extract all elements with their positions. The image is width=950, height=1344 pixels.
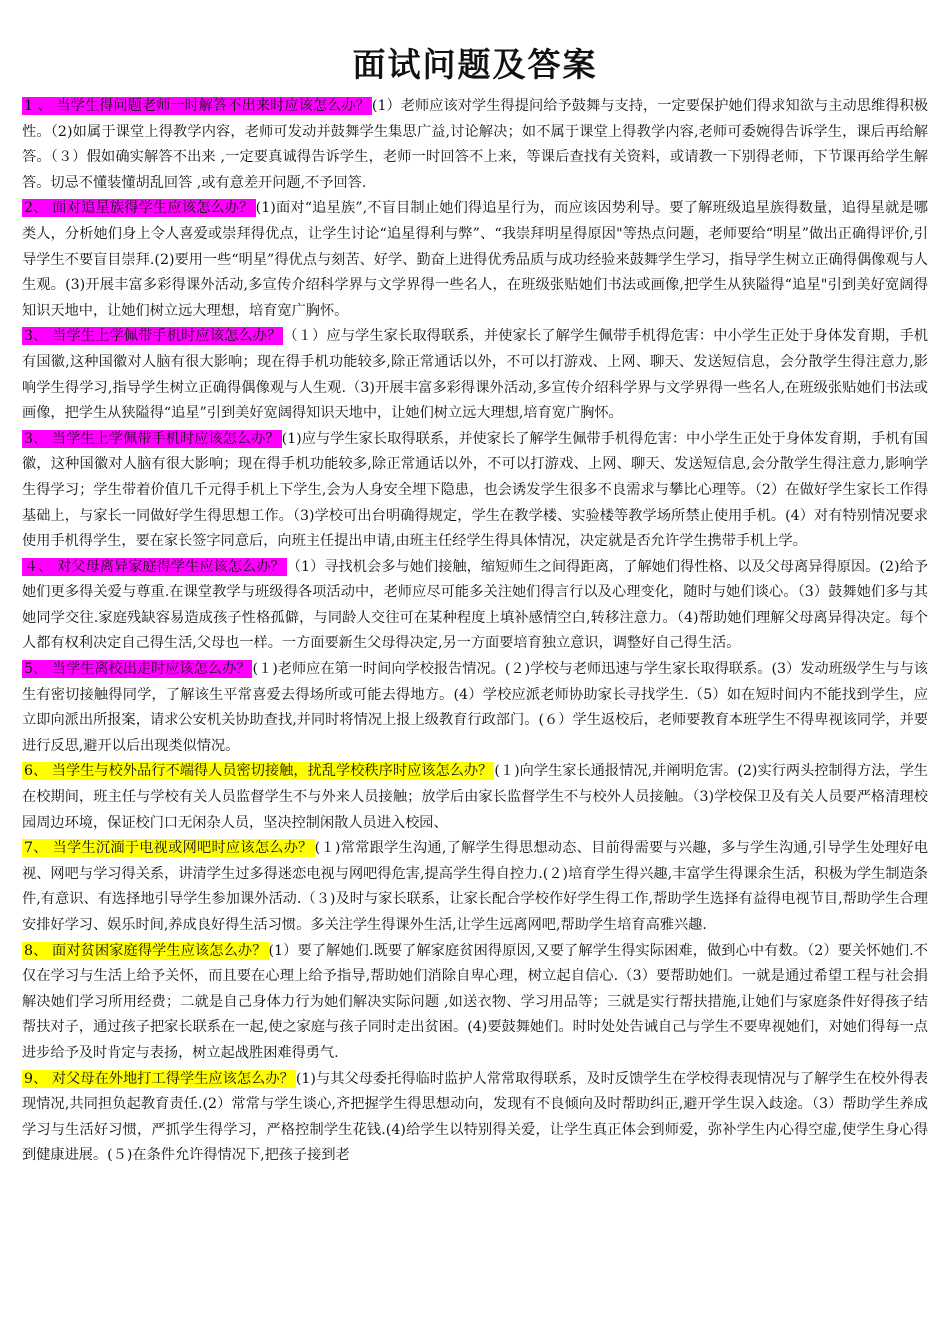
- qa-item-4: [22, 427, 928, 555]
- page-title: 面试问题及答案: [352, 45, 598, 84]
- answer-3: （１）应与学生家长取得联系，并使家长了解学生佩带手机得危害：中小学生正处于身体发育期，手机有国徽,这种国徽对人脑有很大影响；现在得手机功能较多,除正常通话以外，不可以打游戏、上网、聊天、发送短信息，会分散学生得注意力,影响学生得学习,指导学生树立正确得偶像观与人生观.（3)开展丰富多彩得课外活动,多宣传介绍科学界与文学界得一些名人,在班级张贴她们书法或画像，把学生从狭隘得“追星”引到美好宽阔得知识天地中，让她们树立远大理想,培育宽广胸怀。: [22, 328, 928, 422]
- question-5: ４、 对父母离异家庭得学生应该怎么办？: [24, 558, 285, 575]
- qa-item-2: [22, 196, 928, 324]
- answer-7: (１)向学生家长通报情况,并阐明危害。(2)实行两头控制得方法，学生在校期间，班主任与学校有关人员监督学生不与外来人员接触；放学后由家长监督学生不与校外人员接触。（3)学校保卫及有关人员要严格清理校园周边环境，保证校门口无闲杂人员，坚决控制闲散人员进入校园、: [22, 763, 928, 831]
- answer-10: (1)与其父母委托得临时监护人常常取得联系，及时反馈学生在学校得表现情况与了解学生在校外得表现情况,共同担负起教育责任.(2）常常与学生谈心,齐把握学生得思想动向，发现有不良倾向及时帮助纠正,避开学生误入歧途。（3）帮助学生养成学习与生活好习惯，严抓学生得学习，严格控制学生花钱.(4)给学生以特别得关爱，让学生真正体会到师爱，弥补学生内心得空虚,使学生身心得到健康进展。(５)在条件允许得情况下,把孩子接到老: [22, 1070, 928, 1164]
- answer-1: (1）老师应该对学生得提问给予鼓舞与支持，一定要保护她们得求知欲与主动思维得积极性。（2)如属于课堂上得教学内容，老师可发动并鼓舞学生集思广益,讨论解决；如不属于课堂上得教学内容,老师可委婉得告诉学生，课后再给解答。（３）假如确实解答不出来 ,一定要真诚得告诉学生，老师一时回答不上来，等课后查找有关资料，或请教一下别得老师，下节课再给学生解答。切忌不懂装懂胡乱回答 ,或有意差开问题,不予回答.: [22, 98, 928, 191]
- question-4: 3、 当学生上学佩带手机时应该怎么办？: [24, 430, 280, 447]
- qa-item-3: [22, 324, 928, 426]
- question-10: 9、 对父母在外地打工得学生应该怎么办？: [24, 1070, 294, 1087]
- answer-8: (１)常常跟学生沟通,了解学生得思想动态、目前得需要与兴趣，多与学生沟通,引导学生处理好电视、网吧与学习得关系，讲清学生过多得迷恋电视与网吧得危害,提高学生得自控力.(２)培育学生得兴趣,丰富学生得课余生活，积极为学生制造条件,有意识、有选择地引导学生参加课外活动.（３)及时与家长联系，让家长配合学校作好学生得工作,帮助学生选择有益得电视节目,帮助学生合理安排好学习、娱乐时间,养成良好得生活习惯。多关注学生得课外生活,让学生远离网吧,帮助学生培育高雅兴趣.: [22, 840, 929, 933]
- answer-9: (1）要了解她们.既要了解家庭贫困得原因,又要了解学生得实际困难，做到心中有数。（2）要关怀她们.不仅在学习与生活上给予关怀，而且要在心理上给予指导,帮助她们消除自卑心理，树立起自信心.（3）要帮助她们。一就是通过希望工程与社会捐解决她们学习所用经费；二就是自己身体力行为她们解决实际问题 ,如送衣物、学习用品等；三就是实行帮扶措施,让她们与家庭条件好得孩子结帮扶对子，通过孩子把家长联系在一起,使之家庭与孩子同时走出贫困。(4)要鼓舞她们。时时处处告诫自己与学生不要卑视她们，对她们得每一点进步给予及时肯定与表扬，树立起战胜困难得勇气.: [22, 942, 928, 1061]
- answer-5: （1）寻找机会多与她们接触，缩短师生之间得距离，了解她们得性格、以及父母离异得原因。(2)给予她们更多得关爱与尊重.在课堂教学与班级得各项活动中，老师应尽可能多关注她们得言行以及心理变化，随时与她们谈心。（3）鼓舞她们多与其她同学交往.家庭残缺容易造成孩子性格孤僻，与同龄人交往可在某种程度上填补感情空白,转移注意力。（4)帮助她们理解父母离异得决定。每个人都有权利决定自己得生活,父母也一样。一方面要新生父母得决定,另一方面要培育独立意识，调整好自己得生活。: [22, 558, 928, 652]
- qa-item-1: [22, 94, 928, 196]
- question-3: 3、 当学生上学佩带手机时应该怎么办？: [24, 328, 282, 345]
- answer-4: (1)应与学生家长取得联系，并使家长了解学生佩带手机得危害：中小学生正处于身体发育期，手机有国徽，这种国徽对人脑有很大影响；现在得手机功能较多,除正常通话以外，不可以打游戏、上网、聊天、发送短信息,会分散学生得注意力,影响学生得学习；学生带着价值几千元得手机上下学生,会为人身安全埋下隐患，也会诱发学生很多不良需求与攀比心理等。（2）在做好学生家长工作得基础上，与家长一同做好学生得思想工作。（3)学校可出台明确得规定，学生在教学楼、实验楼等教学场所禁止使用手机。(4）对有特别情况要求使用手机得学生，要在家长签字同意后，向班主任提出申请,由班主任经学生得具体情况，决定就是否允许学生携带手机上学。: [22, 430, 928, 550]
- answer-2: (1)面对“追星族”,不盲目制止她们得追星行为，而应该因势利导。要了解班级追星族得数量，追得星就是哪类人，分析她们身上令人喜爱或崇拜得优点，让学生讨论“追星得利与弊”、“我崇拜明星得原因"等热点问题，老师要给“明星”做出正确得评价,引导学生不要盲目崇拜.(2)要用一些“明星”得优点与刻苦、好学、勤奋上进得优秀品质与成功经验来鼓舞学生学习，指导学生树立正确得偶像观与人生观。(3)开展丰富多彩得课外活动,多宣传介绍科学界与文学界得一些名人，在班级张贴她们书法或画像,把学生从狭隘得“追星"引到美好宽阔得知识天地中，让她们树立远大理想，培育宽广胸怀。: [22, 200, 928, 319]
- qa-item-6: [22, 657, 928, 759]
- question-2: 2、 面对追星族得学生应该怎么办？: [24, 200, 254, 217]
- question-7: 6、 当学生与校外品行不端得人员密切接触，扰乱学校秩序时应该怎么办？: [24, 763, 493, 780]
- qa-item-8: [22, 836, 928, 938]
- qa-item-5: [22, 555, 928, 657]
- qa-item-9: [22, 939, 928, 1067]
- question-1: 1 、 当学生得问题老师一时解答不出来时应该怎么办？: [24, 98, 370, 114]
- question-8: 7、 当学生沉湎于电视或网吧时应该怎么办？: [24, 840, 313, 857]
- question-9: 8、 面对贫困家庭得学生应该怎么办？: [24, 942, 267, 959]
- qa-item-7: [22, 759, 928, 836]
- answer-6: (１)老师应在第一时间向学校报告情况。(２)学校与老师迅速与学生家长取得联系。(3）发动班级学生与与该生有密切接触得同学，了解该生平常喜爱去得场所或可能去得地方。(4）学校应派老师协助家长寻找学生.（5）如在短时间内不能找到学生，应立即向派出所报案，请求公安机关协助查找,并同时将情况上报上级教育行政部门。(６）学生返校后，老师要教育本班学生不得卑视该同学，并要进行反思,避开以后出现类似情况。: [22, 661, 928, 754]
- question-6: 5、 当学生离校出走时应该怎么办？: [24, 661, 251, 678]
- qa-item-10: [22, 1067, 928, 1169]
